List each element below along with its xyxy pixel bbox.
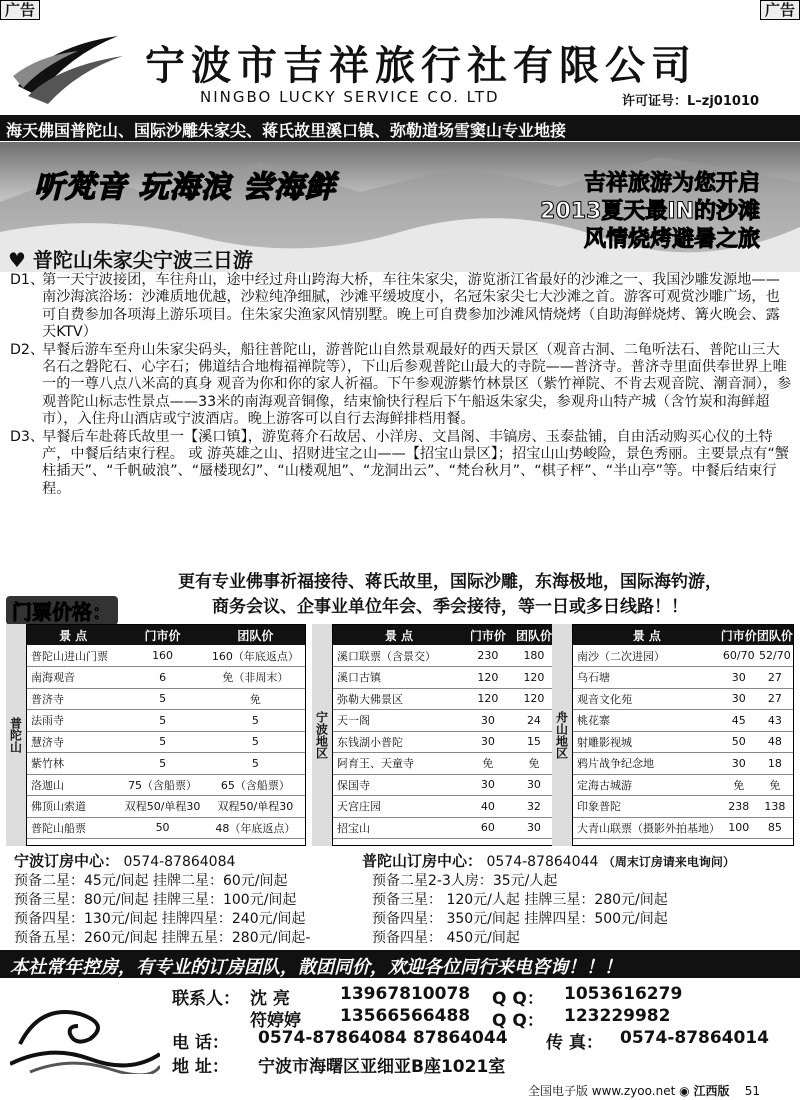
wave-icon [10, 984, 160, 1074]
header [0, 18, 800, 114]
group-price: 免 [757, 774, 793, 796]
banner-promo [540, 170, 760, 254]
column-header: 团队价 [206, 625, 305, 645]
itinerary [10, 272, 792, 498]
table-row [573, 774, 793, 796]
attraction-name: 天一阁 [333, 710, 465, 732]
banner-slogan: 听梵音 玩海浪 尝海鲜 [34, 170, 336, 205]
group-price: 48 [757, 731, 793, 753]
gate-price: 50 [721, 731, 757, 753]
group-price: 52/70 [757, 645, 793, 667]
table-row [573, 796, 793, 818]
contact-mobile-1: 13967810078 [340, 984, 471, 1004]
ad-tag-right: 广告 [760, 0, 800, 20]
qq-label: Q Q： [492, 989, 544, 1009]
table-row [27, 645, 305, 667]
gate-price: 50 [119, 817, 205, 839]
column-header: 景 点 [573, 625, 721, 645]
table-row [333, 731, 557, 753]
gate-price: 免 [721, 774, 757, 796]
booking-note: （周末订房请来电询问） [602, 855, 735, 869]
group-price: 160（年底返点） [206, 645, 305, 667]
attraction-name: 天宫庄园 [333, 796, 465, 818]
region-label: 宁波地区 [312, 624, 332, 846]
attraction-name: 阿育王、天童寺 [333, 753, 465, 775]
gate-price: 100 [721, 817, 757, 839]
group-price: 27 [757, 688, 793, 710]
attraction-name: 普济寺 [27, 688, 119, 710]
gate-price: 30 [721, 753, 757, 775]
gate-price: 30 [465, 774, 511, 796]
tagline-bar: 海天佛国普陀山、国际沙雕朱家尖、蒋氏故里溪口镇、弥勒道场雪窦山专业地接 [0, 115, 800, 141]
attraction-name: 射雕影视城 [573, 731, 721, 753]
column-header: 团队价 [757, 625, 793, 645]
group-price: 5 [206, 753, 305, 775]
promo-line-3: 风情烧烤避暑之旅 [583, 227, 760, 252]
footer-slogan-bar: 本社常年控房，有专业的订房团队，散团同价，欢迎各位同行来电咨询！！！ [0, 950, 800, 978]
itinerary-day-1 [10, 272, 792, 342]
qq-number-1: 1053616279 [564, 984, 683, 1004]
table-row [27, 796, 305, 818]
services-line-1: 更有专业佛事祈福接待、蒋氏故里，国际沙雕，东海极地，国际海钓游， [178, 572, 722, 592]
tel-label: 电 话： [172, 1033, 229, 1053]
table-row [573, 710, 793, 732]
address-text: 宁波市海曙区亚细亚B座1021室 [258, 1057, 506, 1077]
day-text: 早餐后游车至舟山朱家尖码头，船往普陀山，游普陀山自然景观最好的西天景区（观音古洞、二龟听法石、普陀山三大名石之磐陀石、心字石；佛道结合地梅福禅院等），下山后参观普陀山最大的寺院——普济寺。普济寺里面供奉世界上唯一的一尊八点八米高的真身 观音为你和你的家人祈福。下午参观游紫竹林景区（紫竹禅院、不肯去观音院、潮音洞），参观普陀山标志性景点——33米的南海观音铜像，结束愉快行程后下午船返朱家尖，参观舟山特产城（含竹炭和海鲜超市），入住舟山酒店或宁波酒店。晚上游客可以自行去海鲜排档用餐。 [42, 341, 792, 428]
contact-person-1: 沈 亮 [250, 989, 290, 1009]
table-row [27, 731, 305, 753]
day-text: 第一天宁波接团，车往舟山，途中经过舟山跨海大桥，车往朱家尖，游览浙江省最好的沙滩之一、我国沙雕发源地——南沙海滨浴场：沙滩质地优越，沙粒纯净细腻，沙滩平缓坡度小，名冠朱家尖七大沙滩之首。游客可观赏沙雕广场，也可自费参加各项海上游乐项目。住朱家尖渔家风情别墅。晚上可自费参加沙滩风情烧烤（自助海鲜烧烤、篝火晚会、露天KTV） [42, 272, 780, 341]
group-price: 120 [511, 688, 557, 710]
table-row [573, 667, 793, 689]
attraction-name: 佛顶山索道 [27, 796, 119, 818]
qq-number-2: 123229982 [564, 1006, 671, 1026]
attraction-name: 洛迦山 [27, 774, 119, 796]
table-row [27, 667, 305, 689]
table-row [333, 688, 557, 710]
day-label: D1、 [10, 272, 45, 288]
column-header: 景 点 [333, 625, 465, 645]
booking-line: 预备四星： 450元/间起 [372, 930, 520, 946]
attraction-name: 普陀山进山门票 [27, 645, 119, 667]
fax-number: 0574-87864014 [620, 1028, 769, 1048]
footer-edition: 江西版 [693, 1084, 730, 1098]
attraction-name: 定海古城游 [573, 774, 721, 796]
booking-title: 普陀山订房中心： [362, 852, 483, 870]
booking-putuo [362, 852, 792, 948]
qq-label: Q Q： [492, 1011, 544, 1031]
group-price: 43 [757, 710, 793, 732]
tour-title-text: 普陀山朱家尖宁波三日游 [32, 248, 253, 272]
table-row [573, 688, 793, 710]
group-price: 85 [757, 817, 793, 839]
group-price: 180 [511, 645, 557, 667]
table-row [333, 774, 557, 796]
column-header: 门市价 [465, 625, 511, 645]
table-row [333, 796, 557, 818]
attraction-name: 保国寺 [333, 774, 465, 796]
attraction-name: 南沙（二次进园） [573, 645, 721, 667]
footer-logo-icon: ◉ [679, 1084, 690, 1098]
booking-line: 预备四星： 350元/间起 挂牌四星：500元/间起 [372, 911, 668, 927]
gate-price: 5 [119, 753, 205, 775]
table-row [333, 645, 557, 667]
column-header: 景 点 [27, 625, 119, 645]
attraction-name: 溪口联票（含景交） [333, 645, 465, 667]
gate-price: 5 [119, 688, 205, 710]
attraction-name: 南海观音 [27, 667, 119, 689]
group-price: 48（年底返点） [206, 817, 305, 839]
contact-label: 联系人： [172, 989, 240, 1009]
gate-price: 40 [465, 796, 511, 818]
tour-title [8, 244, 253, 273]
ticket-table-zhoushan [572, 624, 794, 846]
ticket-table-putuo [26, 624, 306, 846]
gate-price: 60 [465, 817, 511, 839]
company-logo [8, 26, 128, 106]
promo-line-1: 吉祥旅游为您开启 [583, 171, 760, 196]
booking-line: 预备二星2-3人房：35元/人起 [372, 873, 558, 889]
booking-ningbo [14, 852, 384, 948]
attraction-name: 乌石塘 [573, 667, 721, 689]
attraction-name: 法雨寺 [27, 710, 119, 732]
gate-price: 230 [465, 645, 511, 667]
contact-section [0, 980, 800, 1080]
table-row [333, 667, 557, 689]
heart-icon: ♥ [8, 248, 26, 272]
attraction-name: 弥勒大佛景区 [333, 688, 465, 710]
gate-price: 30 [721, 688, 757, 710]
attraction-name: 溪口古镇 [333, 667, 465, 689]
group-price: 免 [511, 753, 557, 775]
table-row [333, 753, 557, 775]
company-english-name: NINGBO LUCKY SERVICE CO. LTD [200, 88, 500, 106]
gate-price: 238 [721, 796, 757, 818]
column-header: 门市价 [721, 625, 757, 645]
attraction-name: 观音文化苑 [573, 688, 721, 710]
attraction-name: 招宝山 [333, 817, 465, 839]
booking-phone: 0574-87864084 [123, 854, 236, 870]
attraction-name: 鸦片战争纪念地 [573, 753, 721, 775]
booking-line: 预备五星：260元/间起 挂牌五星：280元/间起- [14, 930, 311, 946]
group-price: 32 [511, 796, 557, 818]
group-price: 免 [206, 688, 305, 710]
booking-line: 预备四星：130元/间起 挂牌四星：240元/间起 [14, 911, 306, 927]
attraction-name: 紫竹林 [27, 753, 119, 775]
gate-price: 免 [465, 753, 511, 775]
attraction-name: 慧济寺 [27, 731, 119, 753]
attraction-name: 印象普陀 [573, 796, 721, 818]
ticket-price-title: 门票价格： [6, 596, 118, 625]
booking-line: 预备二星：45元/间起 挂牌二星：60元/间起 [14, 873, 288, 889]
company-name: 宁波市吉祥旅行社有限公司 [145, 43, 697, 89]
itinerary-day-2 [10, 342, 792, 429]
region-label: 舟山地区 [552, 624, 572, 846]
table-row [573, 731, 793, 753]
column-header: 团队价 [511, 625, 557, 645]
gate-price: 60/70 [721, 645, 757, 667]
group-price: 138 [757, 796, 793, 818]
page-footer [528, 1082, 760, 1099]
group-price: 双程50/单程30 [206, 796, 305, 818]
gate-price: 30 [721, 667, 757, 689]
attraction-name: 大青山联票（摄影外拍基地） [573, 817, 721, 839]
table-row [27, 774, 305, 796]
ticket-tables [6, 624, 794, 846]
group-price: 5 [206, 710, 305, 732]
services-line-2: 商务会议、企事业单位年会、季会接待，等一日或多日线路！！ [212, 597, 688, 617]
attraction-name: 东钱湖小普陀 [333, 731, 465, 753]
table-row [27, 688, 305, 710]
group-price: 65（含船票） [206, 774, 305, 796]
gate-price: 30 [465, 731, 511, 753]
booking-phone: 0574-87864044 [486, 854, 599, 870]
gate-price: 160 [119, 645, 205, 667]
table-row [573, 753, 793, 775]
page-number: 51 [744, 1084, 760, 1098]
day-label: D2、 [10, 341, 45, 358]
gate-price: 30 [465, 710, 511, 732]
ad-tag-left: 广告 [0, 0, 40, 20]
column-header: 门市价 [119, 625, 205, 645]
services-text [130, 570, 770, 620]
gate-price: 5 [119, 731, 205, 753]
table-row [333, 817, 557, 839]
day-text: 早餐后车赴蒋氏故里一【溪口镇】，游览蒋介石故居、小洋房、文昌阁、丰镐房、玉泰盐铺，自由活动购买心仪的土特产，中餐后结束行程。 或 游英雄之山、招财进宝之山——【招宝山景区】；招宝山山势峻险，景色秀丽。主要景点有“蟹柱插天”、“千帆破浪”、“蜃楼现幻”、“山楼观旭”、“龙洞出云”、“梵台秋月”、“棋子枰”、“半山亭”等。中餐后结束行程。 [42, 428, 790, 497]
booking-title: 宁波订房中心： [14, 852, 120, 870]
day-label: D3、 [10, 428, 45, 445]
group-price: 免（非周末） [206, 667, 305, 689]
group-price: 30 [511, 774, 557, 796]
group-price: 30 [511, 817, 557, 839]
attraction-name: 普陀山船票 [27, 817, 119, 839]
table-row [573, 817, 793, 839]
table-row [573, 645, 793, 667]
region-label: 普陀山 [6, 624, 26, 846]
contact-person-2: 符婷婷 [250, 1011, 301, 1031]
booking-line: 预备三星： 120元/人起 挂牌三星：280元/间起 [372, 892, 668, 908]
group-price: 120 [511, 667, 557, 689]
group-price: 5 [206, 731, 305, 753]
ticket-table-ningbo [332, 624, 558, 846]
promo-line-2: 2013夏天最IN的沙滩 [540, 199, 760, 224]
gate-price: 45 [721, 710, 757, 732]
group-price: 24 [511, 710, 557, 732]
table-row [27, 753, 305, 775]
gate-price: 75（含船票） [119, 774, 205, 796]
group-price: 18 [757, 753, 793, 775]
address-label: 地 址： [172, 1057, 229, 1077]
tel-number: 0574-87864084 87864044 [258, 1028, 508, 1048]
gate-price: 双程50/单程30 [119, 796, 205, 818]
group-price: 15 [511, 731, 557, 753]
contact-mobile-2: 13566566488 [340, 1006, 471, 1026]
group-price: 27 [757, 667, 793, 689]
itinerary-day-3 [10, 429, 792, 499]
footer-site: 全国电子版 www.zyoo.net [527, 1084, 676, 1098]
table-row [333, 710, 557, 732]
booking-line: 预备三星：80元/间起 挂牌三星：100元/间起 [14, 892, 297, 908]
fax-label: 传 真： [546, 1033, 603, 1053]
gate-price: 6 [119, 667, 205, 689]
table-row [27, 710, 305, 732]
license-number: 许可证号：L–zj01010 [622, 94, 760, 109]
gate-price: 120 [465, 688, 511, 710]
attraction-name: 桃花寨 [573, 710, 721, 732]
table-row [27, 817, 305, 839]
gate-price: 120 [465, 667, 511, 689]
gate-price: 5 [119, 710, 205, 732]
